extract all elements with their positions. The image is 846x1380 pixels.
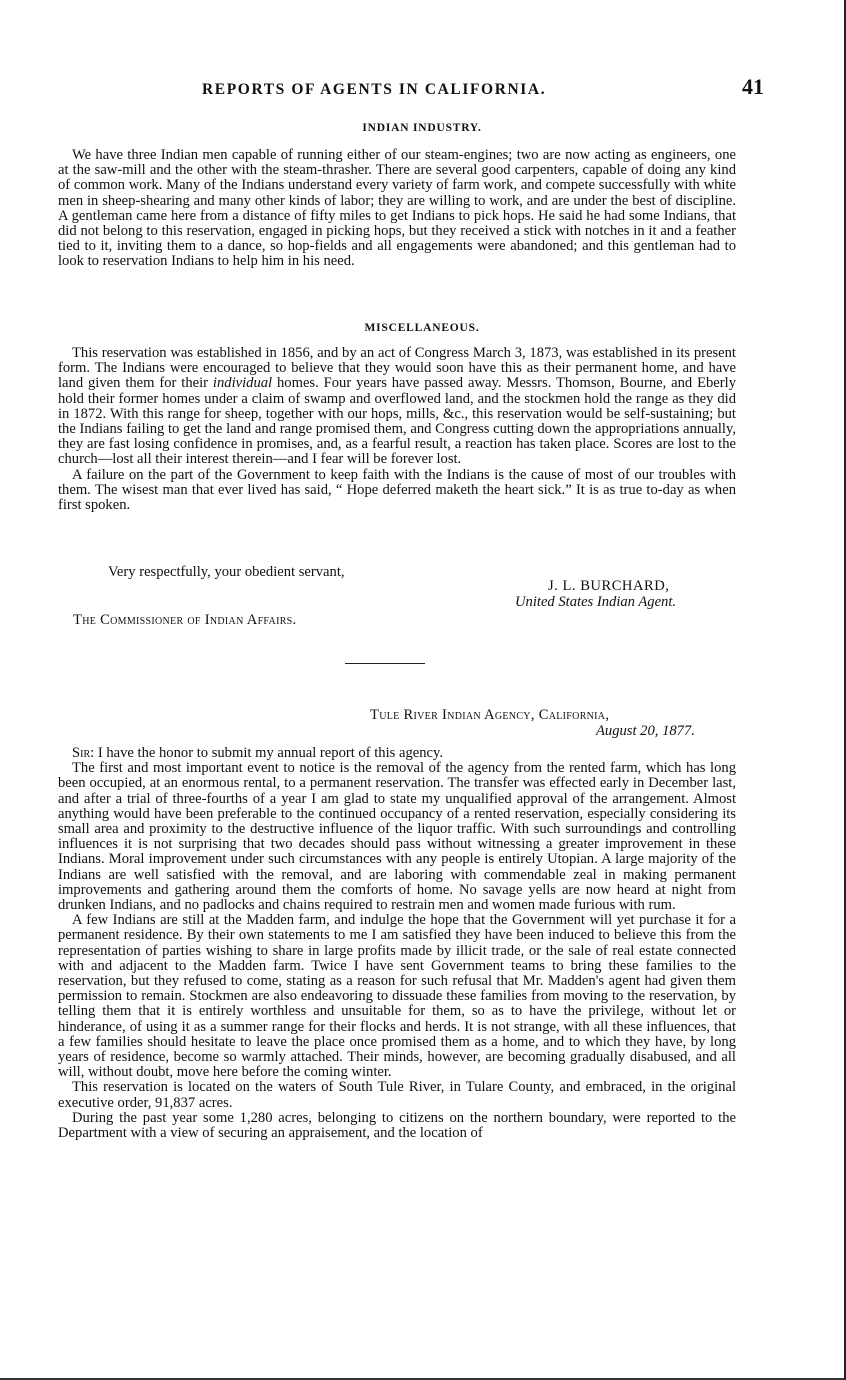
paragraph-miscellaneous-2: A failure on the part of the Government to keep faith with the Indians is the cause of most of our troubles with them. The wisest man that ever lived has said, “ Hope deferred maketh the heart sick.” It is as true to-day as when first spoken. xyxy=(58,466,736,514)
body-miscellaneous xyxy=(58,346,736,513)
signer-title: United States Indian Agent. xyxy=(515,594,677,610)
paragraph-location: This reservation is located on the waters of South Tule River, in Tulare County, and embraced, in the original executive order, 91,837 acres. xyxy=(58,1079,736,1111)
paragraph-removal: The first and most important event to notice is the removal of the agency from the rented farm, which has long been occupied, at an enormous rental, to a permanent reservation. The transfer was effected early in December last, and after a trial of three-fourths of a year I am glad to state my unqualified approval of the arrangement. Almost anything would have been preferable to the continued occupancy of a rented reservation, especially considering its small area and proximity to the destructive influence of the liquor traffic. With such surroundings and controlling influences it is not surprising that two decades should pass without witnessing a greater improvement in these Indians. Moral improvement under such circumstances with any people is entirely Utopian. A large majority of the Indians are well satisfied with the removal, and are laboring with commendable zeal in making permanent improvements and gathering around them the comforts of home. No savage yells are now heard at night from drunken Indians, and no padlocks and chains required to restrain men and women made furious with rum. xyxy=(58,760,736,914)
addressee: The Commissioner of Indian Affairs. xyxy=(73,612,297,628)
paragraph-indian-industry: We have three Indian men capable of running either of our steam-engines; two are now acting as engineers, one at the saw-mill and the other with the steam-thrasher. There are several good carpenters, capable of doing any kind of common work. Many of the Indians understand every variety of farm work, and compete successfully with white men in sheep-shearing and many other kinds of labor; they are willing to work, and are under the best of discipline. A gentleman came here from a distance of fifty miles to get Indians to pick hops. He said he had some Indians, that did not belong to this reservation, engaged in picking hops, but they received a stick with notches in it and a feather tied to it, inviting them to a dance, so hop-fields and all engagements were abandoned; and this gentleman had to look to reservation Indians to help him in his need. xyxy=(58,147,736,270)
body-tule-river-report xyxy=(58,746,736,1141)
paragraph-northern-boundary: During the past year some 1,280 acres, belonging to citizens on the northern boundary, were reported to the Department with a view of securing an appraisement, and the location of xyxy=(58,1109,736,1142)
page-number: 41 xyxy=(742,74,764,99)
dateline-date: August 20, 1877. xyxy=(596,723,695,739)
body-indian-industry xyxy=(58,148,736,270)
text-run: homes. Four years have passed away. Messrs. Thomson, Bourne, and Eberly hold their former homes under a claim of swamp and overflowed land, and the stockmen hold the range as they did in 1872. With this range for sheep, together with our hops, mills, &c., this reservation would be self-sustaining; but the Indians failing to get the land and range promised them, and Congress cutting down the appropriations annually, they are fast losing confidence in promises, and, as a fearful result, a reaction has taken place. Scores are lost to the church—lost all their interest therein—and I fear will be forever lost. xyxy=(58,375,736,468)
heading-miscellaneous: MISCELLANEOUS. xyxy=(364,322,480,334)
salutation: Sir: xyxy=(72,745,95,761)
running-head: REPORTS OF AGENTS IN CALIFORNIA. xyxy=(202,81,547,98)
valediction: Very respectfully, your obedient servant, xyxy=(108,564,345,580)
signer-name: J. L. BURCHARD, xyxy=(548,578,670,594)
paragraph-madden-farm: A few Indians are still at the Madden farm, and indulge the hope that the Government will yet purchase it for a permanent residence. By their own statements to me I am satisfied they have been induced to believe this from the representation of parties wishing to share in large profits made by illicit trade, or the sale of real estate connected with and adjacent to the Madden farm. Twice I have sent Government teams to bring these families to the reservation, but they refused to come, stating as a reason for such refusal that Mr. Madden's agent had given them permission to remain. Stockmen are also endeavoring to dissuade these families from moving to the reservation, by telling them that it is entirely worthless and unsuitable for them, so as to have the privilege, without let or hinderance, of using it as a summer range for their flocks and herds. It is not strange, with all these influences, that a few families should hesitate to leave the place once promised them as a home, and to which they have, by long years of residence, become so warmly attached. Their minds, however, are becoming gradually disabused, and all will, without doubt, move here before the coming winter. xyxy=(58,912,736,1081)
section-divider xyxy=(345,663,425,664)
dateline-place: Tule River Indian Agency, California, xyxy=(370,707,610,723)
salutation-line xyxy=(58,746,736,761)
heading-indian-industry: INDIAN INDUSTRY. xyxy=(362,122,482,134)
paragraph-miscellaneous-1 xyxy=(58,346,736,468)
opening-sentence: I have the honor to submit my annual report of this agency. xyxy=(97,745,443,761)
emphasis-individual: individual xyxy=(212,375,273,392)
page-header xyxy=(70,74,764,100)
text-run: This reservation was established in 1856, and by an act of Congress March 3, 1873, was established in its present form. The Indians were encouraged to believe that they would soon have this as their permanent home, and have land given them for their xyxy=(58,345,736,392)
